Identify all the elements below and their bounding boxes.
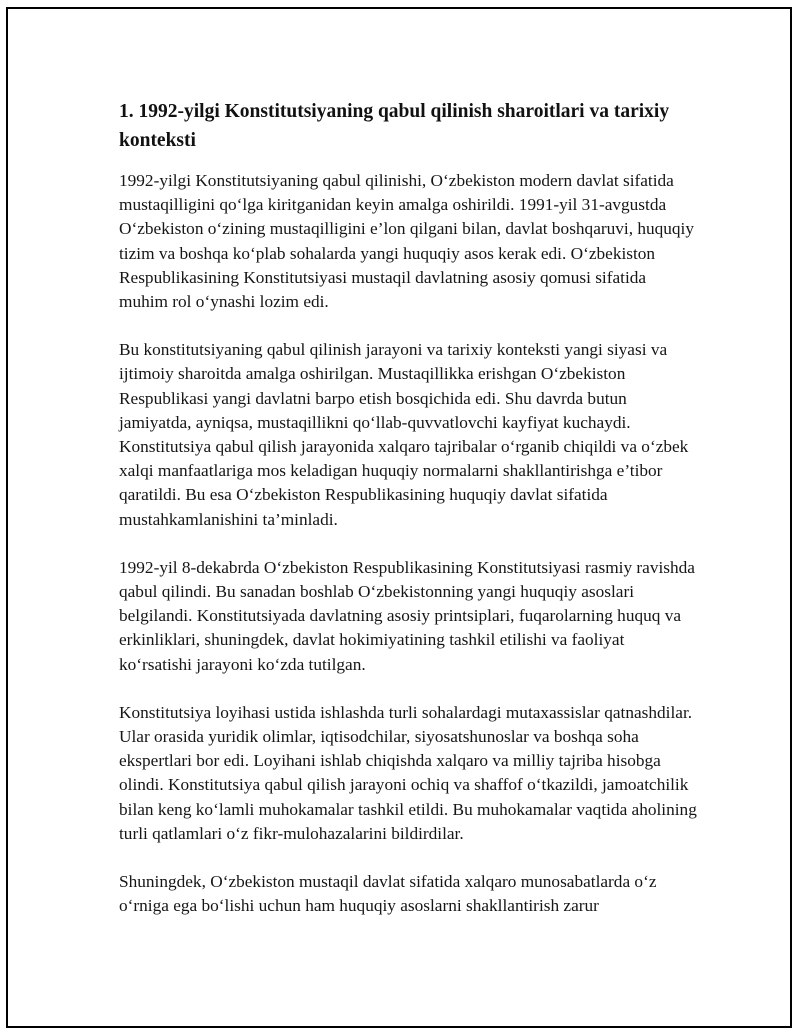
section-heading: 1. 1992-yilgi Konstitutsiyaning qabul qilinish sharoitlari va tarixiy konteksti xyxy=(119,101,670,151)
paragraph-3: 1992-yil 8-dekabrda O‘zbekiston Respublikasining Konstitutsiyasi rasmiy ravishda qabul qilindi. Bu sanadan boshlab O‘zbekistonning yangi huquqiy asoslari belgilandi. Konstitutsiyada davlatning asosiy printsiplari, fuqarolarning huquq va erkinliklari, shuningdek, davlat hokimiyatining tashkil etilishi va faoliyat ko‘rsatishi jarayoni ko‘zda tutilgan. xyxy=(119,557,695,674)
document-body xyxy=(119,97,699,942)
paragraph-1: 1992-yilgi Konstitutsiyaning qabul qilinishi, O‘zbekiston modern davlat sifatida mustaqilligini qo‘lga kiritganidan keyin amalga oshirildi. 1991-yil 31-avgustda O‘zbekiston o‘zining mustaqilligini e’lon qilgani bilan, davlat boshqaruvi, huquqiy tizim va boshqa ko‘plab sohalarda yangi huquqiy asos kerak edi. O‘zbekiston Respublikasining Konstitutsiyasi mustaqil davlatning asosiy qomusi sifatida muhim rol o‘ynashi lozim edi. xyxy=(119,171,694,312)
paragraph-5: Shuningdek, O‘zbekiston mustaqil davlat sifatida xalqaro munosabatlarda o‘z o‘rniga ega bo‘lishi uchun ham huquqiy asoslarni shakllantirish zarur xyxy=(119,872,657,916)
paragraph-4: Konstitutsiya loyihasi ustida ishlashda turli sohalardagi mutaxassislar qatnashdilar. Ular orasida yuridik olimlar, iqtisodchilar, siyosatshunoslar va boshqa soha ekspertlari bor edi. Loyihani ishlab chiqishda xalqaro va milliy tajriba hisobga olindi. Konstitutsiya qabul qilish jarayoni ochiq va shaffof o‘tkazildi, jamoatchilik bilan keng ko‘lamli muhokamalar tashkil etildi. Bu muhokamalar vaqtida aholining turli qatlamlari o‘z fikr-mulohazalarini bildirdilar. xyxy=(119,702,697,843)
page-frame xyxy=(6,7,792,1028)
paragraph-2: Bu konstitutsiyaning qabul qilinish jarayoni va tarixiy konteksti yangi siyasi va ijtimoiy sharoitda amalga oshirilgan. Mustaqillikka erishgan O‘zbekiston Respublikasi yangi davlatni barpo etish bosqichida edi. Shu davrda butun jamiyatda, ayniqsa, mustaqillikni qo‘llab-quvvatlovchi kayfiyat kuchaydi. Konstitutsiya qabul qilish jarayonida xalqaro tajribalar o‘rganib chiqildi va o‘zbek xalqi manfaatlariga mos keladigan huquqiy normalarni shakllantirishga e’tibor qaratildi. Bu esa O‘zbekiston Respublikasining huquqiy davlat sifatida mustahkamlanishini ta’minladi. xyxy=(119,340,689,529)
